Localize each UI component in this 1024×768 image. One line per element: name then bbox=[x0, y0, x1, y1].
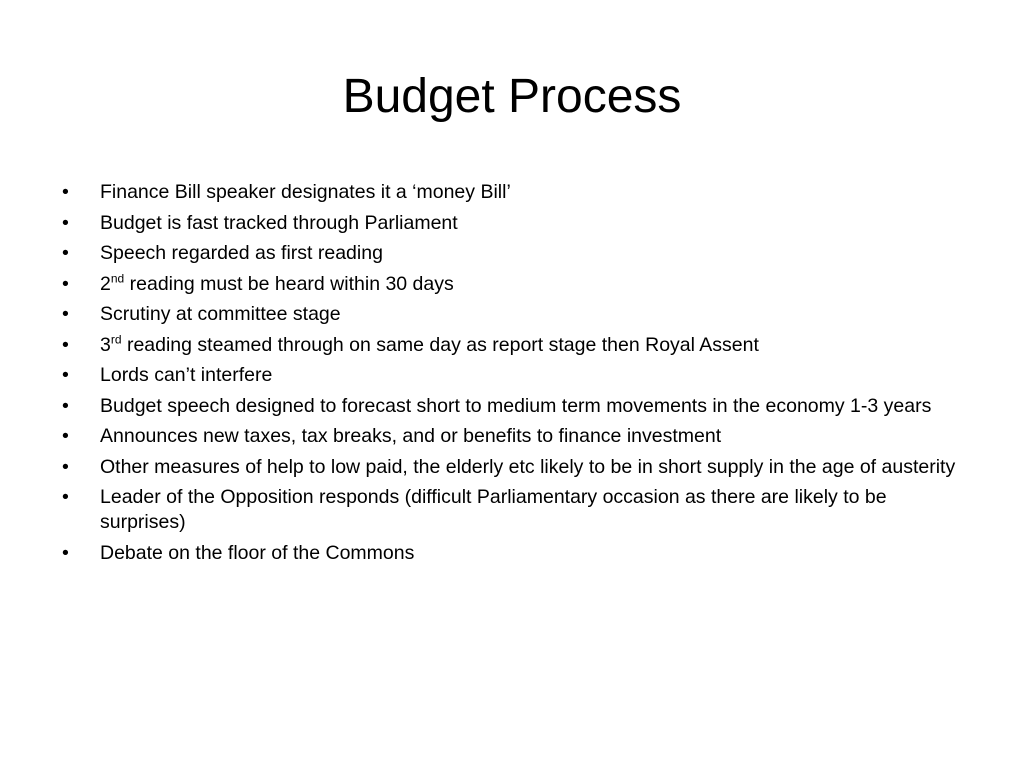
bullet-text bbox=[100, 273, 454, 295]
bullet-dot-icon: • bbox=[62, 181, 69, 203]
bullet-text bbox=[100, 486, 887, 533]
bullet-dot-icon: • bbox=[62, 303, 69, 325]
bullet-text bbox=[100, 542, 414, 564]
bullet-dot-icon: • bbox=[62, 242, 69, 264]
bullet-text bbox=[100, 212, 458, 234]
bullet-text-part: Budget speech designed to forecast short to medium term movements in the economy 1-3 years bbox=[100, 394, 932, 417]
bullet-dot-icon: • bbox=[62, 486, 69, 508]
bullet-item bbox=[62, 455, 962, 480]
bullet-text-part: Budget is fast tracked through Parliament bbox=[100, 211, 458, 234]
bullet-text-part: Scrutiny at committee stage bbox=[100, 303, 341, 325]
bullet-item bbox=[62, 363, 962, 388]
bullet-text bbox=[100, 425, 721, 447]
bullet-text-part: Announces new taxes, tax breaks, and or benefits to finance investment bbox=[100, 425, 722, 447]
bullet-text-part: 3 bbox=[100, 333, 111, 356]
bullet-text-part: Finance Bill speaker designates it a ‘money Bill’ bbox=[100, 181, 511, 203]
bullet-item bbox=[62, 211, 962, 236]
bullet-dot-icon: • bbox=[62, 455, 69, 478]
bullet-text bbox=[100, 395, 931, 417]
bullet-text bbox=[100, 181, 511, 203]
bullet-dot-icon: • bbox=[62, 394, 69, 417]
bullet-item bbox=[62, 485, 962, 535]
bullet-text-part: Debate on the floor of the Commons bbox=[100, 541, 415, 564]
bullet-text-part: reading must be heard within 30 days bbox=[124, 272, 454, 295]
bullet-item bbox=[62, 302, 962, 327]
bullet-text-part: Lords can’t interfere bbox=[100, 364, 273, 386]
bullet-list bbox=[62, 180, 962, 571]
bullet-text bbox=[100, 456, 955, 478]
bullet-item bbox=[62, 241, 962, 266]
slide-title: Budget Process bbox=[342, 70, 682, 123]
bullet-text-part: 2 bbox=[100, 272, 111, 295]
bullet-item bbox=[62, 180, 962, 205]
ordinal-suffix: nd bbox=[110, 271, 125, 285]
bullet-dot-icon: • bbox=[62, 425, 69, 447]
bullet-dot-icon: • bbox=[62, 333, 69, 356]
bullet-text-part: reading steamed through on same day as report stage then Royal Assent bbox=[121, 333, 759, 356]
bullet-text bbox=[100, 242, 383, 264]
bullet-item bbox=[62, 541, 962, 566]
bullet-item bbox=[62, 394, 962, 419]
bullet-item bbox=[62, 272, 962, 297]
bullet-text-part: Other measures of help to low paid, the elderly etc likely to be in short supply in the age of austerity bbox=[100, 455, 956, 478]
bullet-text bbox=[100, 364, 272, 386]
bullet-text bbox=[100, 303, 341, 325]
bullet-dot-icon: • bbox=[62, 364, 69, 386]
bullet-dot-icon: • bbox=[62, 541, 69, 564]
bullet-dot-icon: • bbox=[62, 211, 69, 234]
bullet-dot-icon: • bbox=[62, 272, 69, 295]
bullet-text bbox=[100, 334, 759, 356]
bullet-text-part: Leader of the Opposition responds (difficult Parliamentary occasion as there are likely to be surprises) bbox=[100, 486, 887, 533]
ordinal-suffix: rd bbox=[110, 332, 122, 346]
bullet-text-part: Speech regarded as first reading bbox=[100, 242, 383, 264]
bullet-item bbox=[62, 424, 962, 449]
bullet-item bbox=[62, 333, 962, 358]
